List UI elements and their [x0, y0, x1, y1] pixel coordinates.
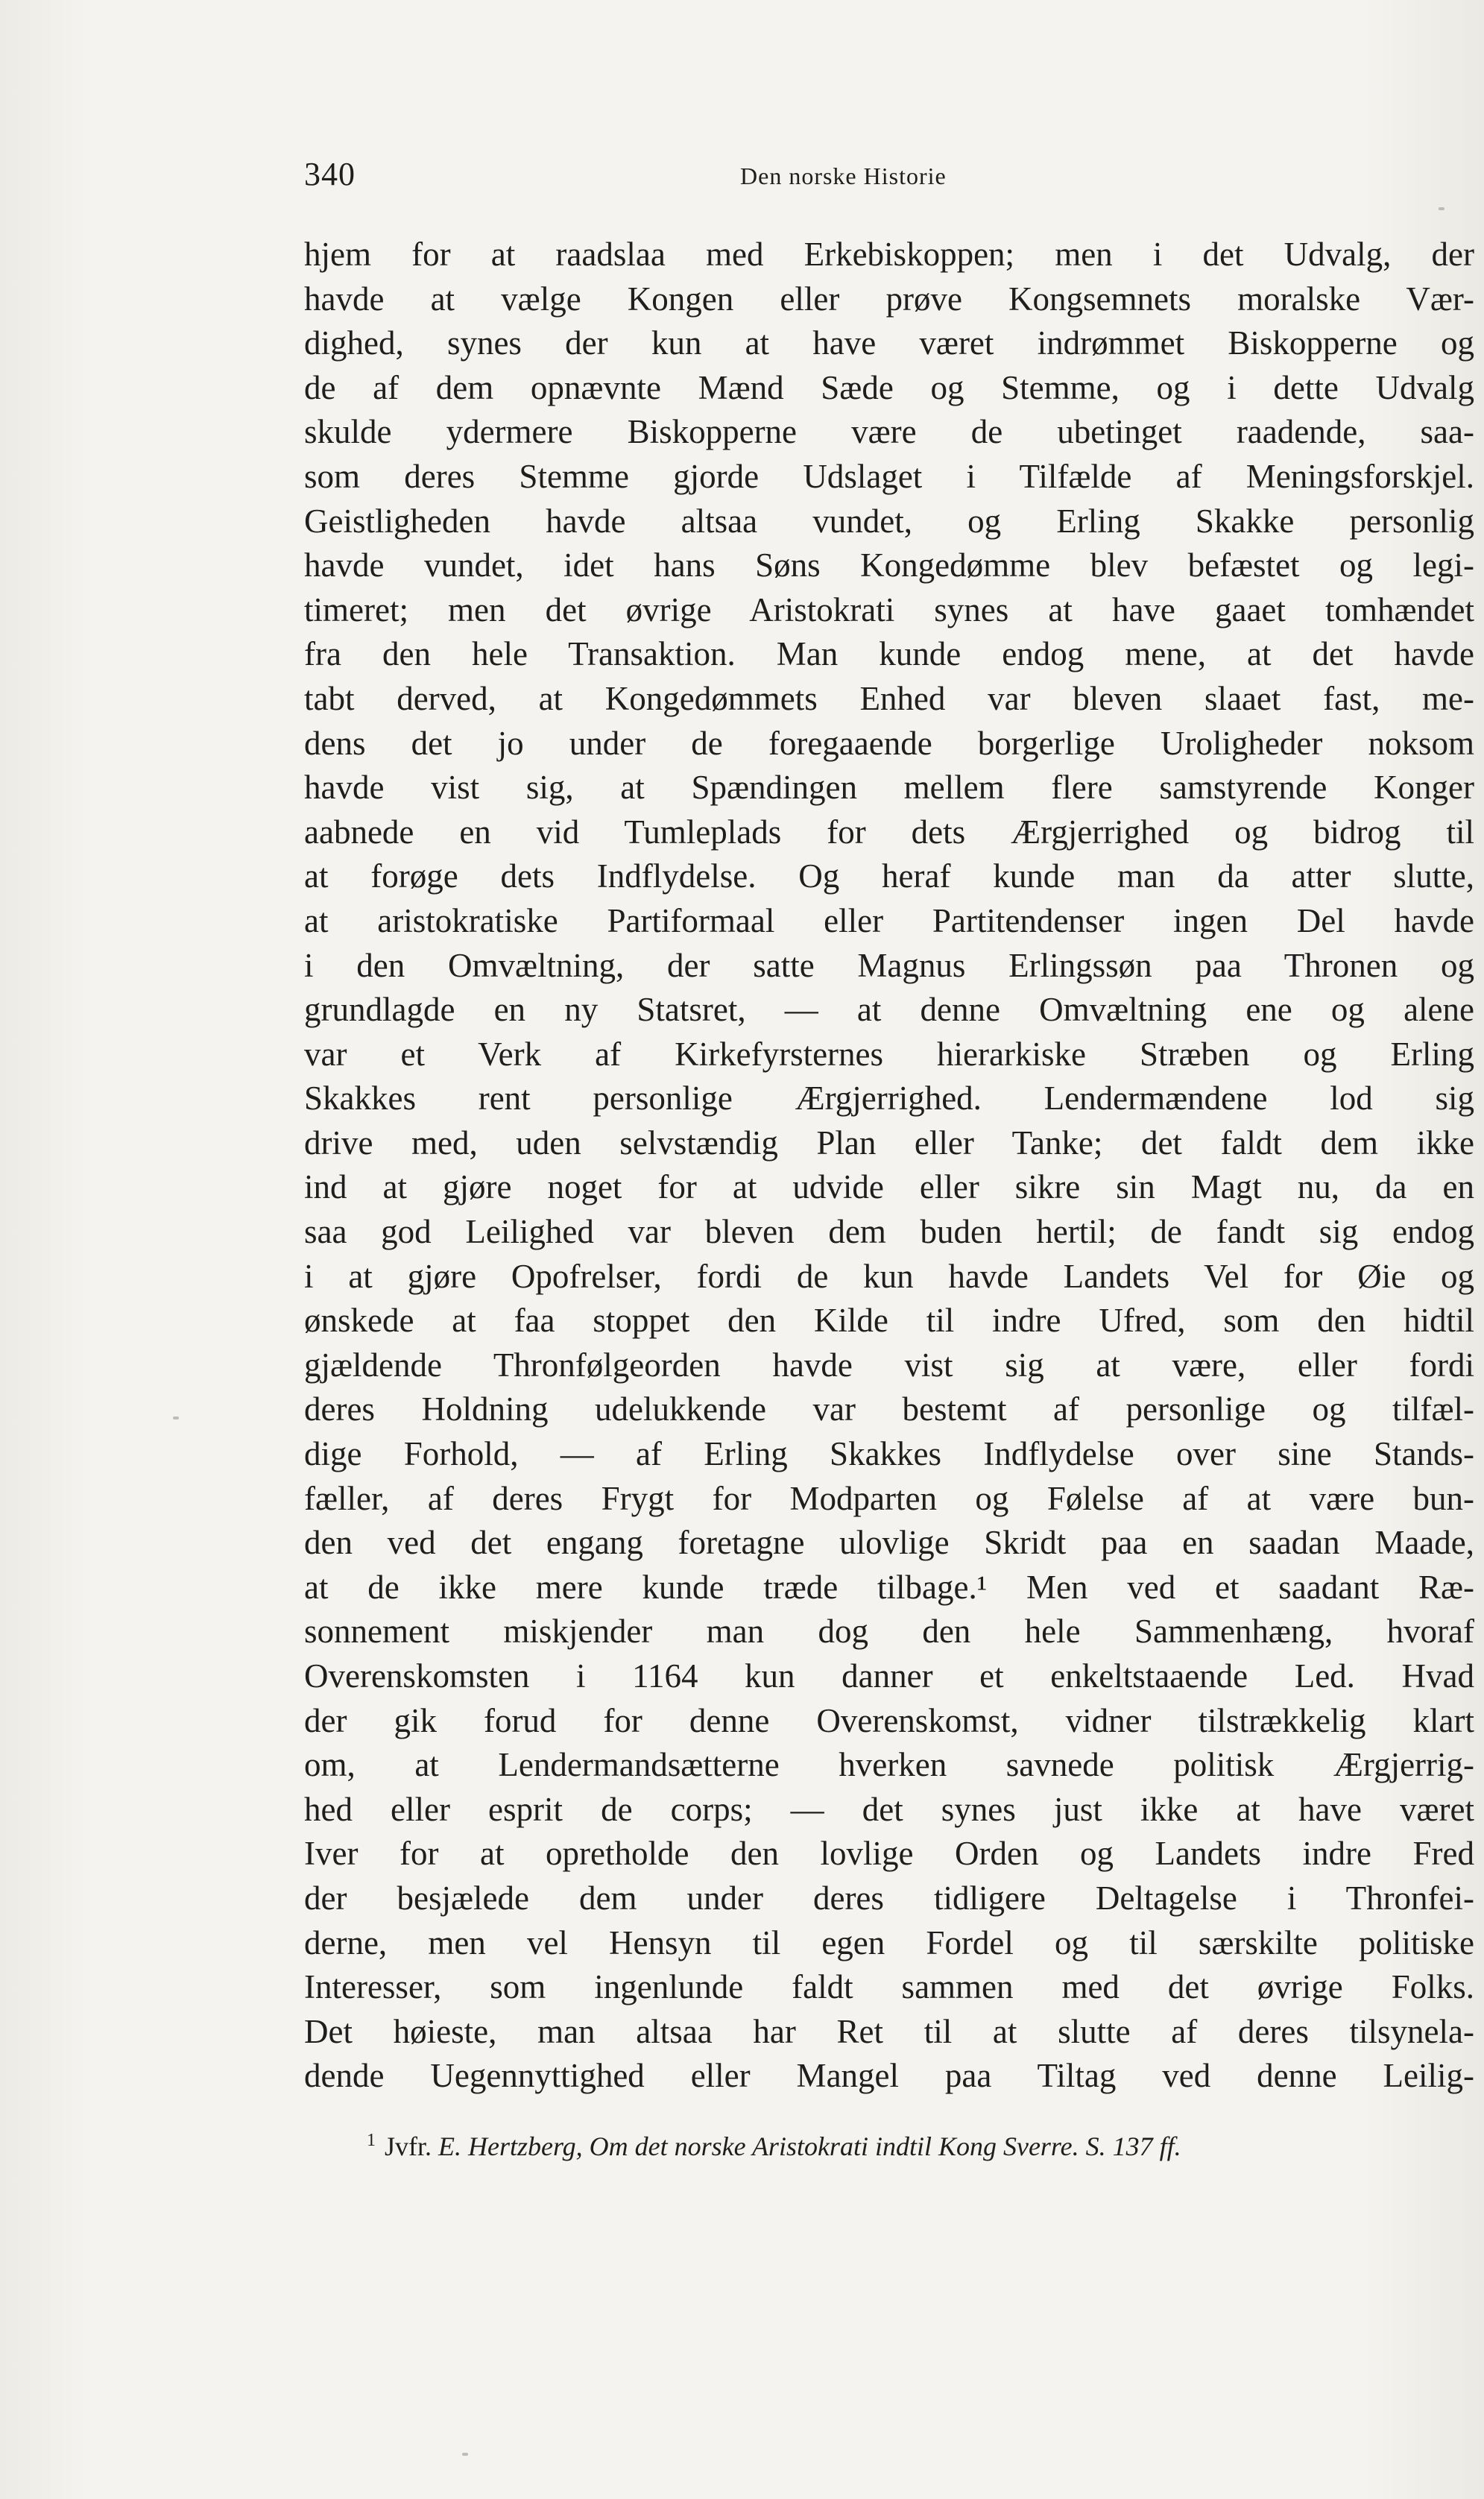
body-text: [304, 233, 1474, 2099]
text-line: at de ikke mere kunde træde tilbage.¹ Men ved et saadant Ræ-: [304, 1568, 1474, 1606]
text-line: var et Verk af Kirkefyrsternes hierarkiske Stræben og Erling: [304, 1035, 1474, 1073]
text-line: Iver for at opretholde den lovlige Orden og Landets indre Fred: [304, 1835, 1474, 1873]
running-title: Den norske Historie: [740, 163, 947, 189]
text-line: Overenskomsten i 1164 kun danner et enkeltstaaende Led. Hvad: [304, 1657, 1474, 1695]
text-line: havde at vælge Kongen eller prøve Kongsemnets moralske Vær-: [304, 280, 1474, 318]
footnote-prefix: Jvfr.: [385, 2131, 438, 2161]
page-header: [304, 155, 1474, 200]
text-line: sonnement miskjender man dog den hele Sammenhæng, hvoraf: [304, 1613, 1474, 1651]
page-number: 340: [304, 156, 356, 192]
text-line: om, at Lendermandsætterne hverken savnede politisk Ærgjerrig-: [304, 1746, 1474, 1784]
text-line: skulde ydermere Biskopperne være de ubetinget raadende, saa-: [304, 413, 1474, 451]
text-line: de af dem opnævnte Mænd Sæde og Stemme, og i dette Udvalg: [304, 368, 1474, 406]
text-line: havde vundet, idet hans Søns Kongedømme blev befæstet og legi-: [304, 546, 1474, 584]
text-line: derne, men vel Hensyn til egen Fordel og til særskilte politiske: [304, 1923, 1474, 1961]
text-line: som deres Stemme gjorde Udslaget i Tilfælde af Meningsforskjel.: [304, 457, 1474, 495]
text-line: fra den hele Transaktion. Man kunde endog mene, at det havde: [304, 635, 1474, 673]
text-line: saa god Leilighed var bleven dem buden hertil; de fandt sig endog: [304, 1213, 1474, 1251]
footnote-marker: 1: [367, 2131, 376, 2150]
text-line: hed eller esprit de corps; — det synes just ikke at have været: [304, 1790, 1474, 1828]
text-line: aabnede en vid Tumleplads for dets Ærgjerrighed og bidrog til: [304, 813, 1474, 851]
text-line: timeret; men det øvrige Aristokrati synes at have gaaet tomhændet: [304, 590, 1474, 628]
text-line: Skakkes rent personlige Ærgjerrighed. Lendermændene lod sig: [304, 1080, 1474, 1118]
text-line: Interesser, som ingenlunde faldt sammen med det øvrige Folks.: [304, 1968, 1474, 2006]
text-line: ind at gjøre noget for at udvide eller sikre sin Magt nu, da en: [304, 1168, 1474, 1206]
text-line: i den Omvæltning, der satte Magnus Erlingssøn paa Thronen og: [304, 946, 1474, 984]
paper-speck: [462, 2453, 468, 2456]
paper-speck: [1439, 207, 1444, 210]
text-line: der besjælede dem under deres tidligere Deltagelse i Thronfei-: [304, 1879, 1474, 1917]
footnote-reference: E. Hertzberg, Om det norske Aristokrati indtil Kong Sverre. S. 137 ff.: [438, 2131, 1181, 2161]
text-line: i at gjøre Opofrelser, fordi de kun havde Landets Vel for Øie og: [304, 1257, 1474, 1295]
text-line: den ved det engang foretagne ulovlige Skridt paa en saadan Maade,: [304, 1524, 1474, 1562]
text-line: at forøge dets Indflydelse. Og heraf kunde man da atter slutte,: [304, 857, 1474, 895]
footnote: [367, 2131, 1440, 2162]
text-line: Det høieste, man altsaa har Ret til at slutte af deres tilsynela-: [304, 2012, 1474, 2050]
text-line: der gik forud for denne Overenskomst, vidner tilstrækkelig klart: [304, 1701, 1474, 1739]
paper-speck: [173, 1416, 179, 1419]
text-line: ønskede at faa stoppet den Kilde til indre Ufred, som den hidtil: [304, 1302, 1474, 1340]
text-line: dens det jo under de foregaaende borgerlige Uroligheder noksom: [304, 724, 1474, 762]
text-line: drive med, uden selvstændig Plan eller Tanke; det faldt dem ikke: [304, 1124, 1474, 1162]
text-line: tabt derved, at Kongedømmets Enhed var bleven slaaet fast, me-: [304, 679, 1474, 717]
text-line: fæller, af deres Frygt for Modparten og Følelse af at være bun-: [304, 1479, 1474, 1517]
text-line: Geistligheden havde altsaa vundet, og Erling Skakke personlig: [304, 502, 1474, 540]
text-line: dighed, synes der kun at have været indrømmet Biskopperne og: [304, 324, 1474, 362]
text-line: gjældende Thronfølgeorden havde vist sig at være, eller fordi: [304, 1346, 1474, 1384]
text-line: at aristokratiske Partiformaal eller Partitendenser ingen Del havde: [304, 901, 1474, 939]
text-line: dige Forhold, — af Erling Skakkes Indflydelse over sine Stands-: [304, 1435, 1474, 1473]
text-line: dende Uegennyttighed eller Mangel paa Tiltag ved denne Leilig-: [304, 2057, 1474, 2095]
text-line: grundlagde en ny Statsret, — at denne Omvæltning ene og alene: [304, 991, 1474, 1029]
text-line: havde vist sig, at Spændingen mellem flere samstyrende Konger: [304, 769, 1474, 807]
text-line: hjem for at raadslaa med Erkebiskoppen; men i det Udvalg, der: [304, 236, 1474, 273]
text-line: deres Holdning udelukkende var bestemt af personlige og tilfæl-: [304, 1390, 1474, 1428]
